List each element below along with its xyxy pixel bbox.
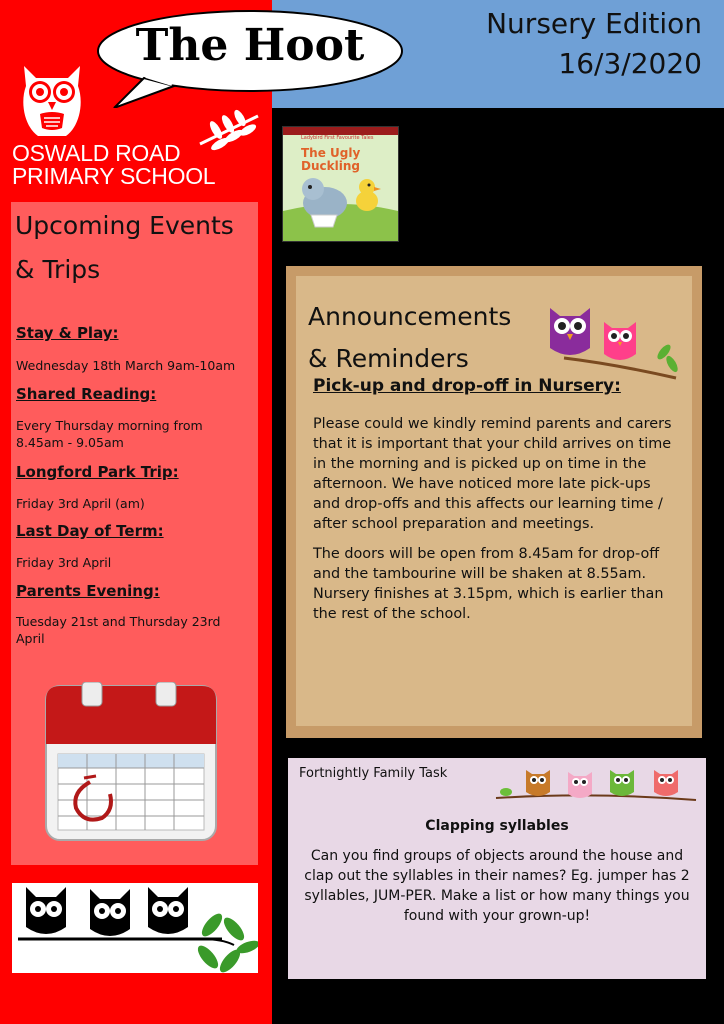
school-name — [12, 142, 215, 188]
event-heading: Shared Reading: — [16, 385, 157, 403]
notice-board — [286, 266, 702, 738]
announcements-title — [308, 296, 511, 380]
owl-trio-icon — [12, 883, 258, 973]
event-detail: Wednesday 18th March 9am-10am — [16, 358, 236, 373]
book-series-label: Ladybird First Favourite Tales — [301, 135, 374, 141]
owl-row-icon — [494, 762, 698, 806]
event-detail: Every Thursday morning from 8.45am - 9.05am — [16, 418, 203, 450]
event-heading: Longford Park Trip: — [16, 463, 179, 481]
event-heading: Parents Evening: — [16, 582, 160, 600]
event-heading: Stay & Play: — [16, 324, 119, 342]
announcements-title-line1: Announcements — [308, 302, 512, 331]
owl-logo-icon — [18, 62, 86, 142]
family-task-body: Can you find groups of objects around the house and clap out the syllables in their names? Eg. jumper has 2 syllables, JUM-PER. Make a list or how many things you found with your grown-up! — [304, 848, 690, 924]
duckling-illustration — [283, 127, 398, 241]
events-title — [15, 204, 255, 292]
school-name-line1: OSWALD ROAD — [12, 140, 181, 166]
announcements-title-line2: & Reminders — [308, 344, 469, 373]
edition-block — [486, 4, 702, 84]
owl-pair-icon — [544, 298, 680, 382]
family-task-title: Clapping syllables — [425, 818, 569, 834]
school-name-line2: PRIMARY SCHOOL — [12, 163, 216, 189]
events-title-line2: & Trips — [15, 255, 101, 284]
book-cover-image — [282, 126, 399, 242]
event-detail: Friday 3rd April — [16, 555, 112, 570]
pickup-heading: Pick-up and drop-off in Nursery: — [313, 376, 621, 396]
owls-panel — [12, 883, 258, 973]
announcement-paragraph: The doors will be open from 8.45am for drop-off and the tambourine will be shaken at 8.55am. Nursery finishes at 3.15pm, which is earlier than the rest of the school. — [313, 546, 664, 622]
event-detail: Tuesday 21st and Thursday 23rd April — [16, 614, 221, 646]
family-task-panel — [288, 758, 706, 979]
book-title-line1: The Ugly — [301, 146, 361, 160]
events-title-line1: Upcoming Events — [15, 211, 234, 240]
family-task-heading: Fortnightly Family Task — [299, 766, 448, 781]
edition-date: 16/3/2020 — [558, 47, 702, 80]
newsletter-title: The Hoot — [135, 20, 365, 71]
event-detail: Friday 3rd April (am) — [16, 496, 145, 511]
calendar-icon — [44, 682, 218, 842]
edition-label: Nursery Edition — [486, 7, 702, 40]
announcement-paragraph: Please could we kindly remind parents and carers that it is important that your child arrives on time in the morning and is picked up on time in the afternoon. We have noticed more late pick-ups and drop-offs and this affects our learning time / after school preparation and meetings. — [313, 416, 672, 532]
book-title-line2: Duckling — [301, 159, 360, 173]
event-heading: Last Day of Term: — [16, 522, 164, 540]
